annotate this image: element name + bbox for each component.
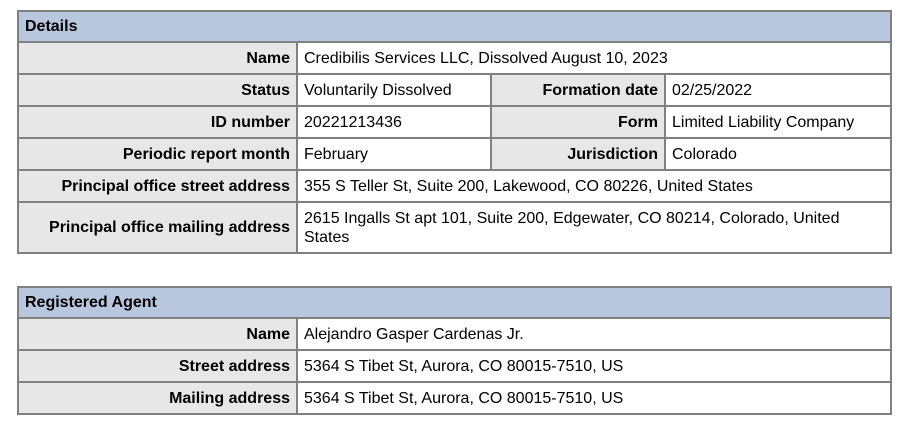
agent-street-address-value: 5364 S Tibet St, Aurora, CO 80015-7510, US bbox=[297, 350, 891, 382]
agent-header-row bbox=[18, 287, 891, 318]
formation-date-label: Formation date bbox=[491, 74, 665, 106]
agent-row-street bbox=[18, 350, 891, 382]
agent-mailing-address-value: 5364 S Tibet St, Aurora, CO 80015-7510, US bbox=[297, 382, 891, 414]
periodic-report-month-label: Periodic report month bbox=[18, 138, 297, 170]
details-row-id bbox=[18, 106, 891, 138]
details-title: Details bbox=[18, 11, 891, 42]
details-row-street bbox=[18, 170, 891, 202]
status-label: Status bbox=[18, 74, 297, 106]
status-value: Voluntarily Dissolved bbox=[297, 74, 491, 106]
periodic-report-month-value: February bbox=[297, 138, 491, 170]
agent-row-mailing bbox=[18, 382, 891, 414]
agent-name-label: Name bbox=[18, 318, 297, 350]
form-value: Limited Liability Company bbox=[665, 106, 891, 138]
details-row-mailing bbox=[18, 202, 891, 253]
principal-mailing-address-label: Principal office mailing address bbox=[18, 202, 297, 253]
principal-street-address-value: 355 S Teller St, Suite 200, Lakewood, CO 80226, United States bbox=[297, 170, 891, 202]
principal-mailing-address-value: 2615 Ingalls St apt 101, Suite 200, Edgewater, CO 80214, Colorado, United States bbox=[297, 202, 891, 253]
agent-street-address-label: Street address bbox=[18, 350, 297, 382]
registered-agent-table bbox=[17, 286, 892, 415]
details-row-name bbox=[18, 42, 891, 74]
details-table bbox=[17, 10, 892, 254]
name-value: Credibilis Services LLC, Dissolved August 10, 2023 bbox=[297, 42, 891, 74]
formation-date-value: 02/25/2022 bbox=[665, 74, 891, 106]
details-row-status bbox=[18, 74, 891, 106]
agent-mailing-address-label: Mailing address bbox=[18, 382, 297, 414]
principal-street-address-label: Principal office street address bbox=[18, 170, 297, 202]
details-header-row bbox=[18, 11, 891, 42]
details-row-periodic bbox=[18, 138, 891, 170]
jurisdiction-label: Jurisdiction bbox=[491, 138, 665, 170]
id-number-value: 20221213436 bbox=[297, 106, 491, 138]
id-number-label: ID number bbox=[18, 106, 297, 138]
agent-row-name bbox=[18, 318, 891, 350]
registered-agent-title: Registered Agent bbox=[18, 287, 891, 318]
jurisdiction-value: Colorado bbox=[665, 138, 891, 170]
form-label: Form bbox=[491, 106, 665, 138]
agent-name-value: Alejandro Gasper Cardenas Jr. bbox=[297, 318, 891, 350]
name-label: Name bbox=[18, 42, 297, 74]
